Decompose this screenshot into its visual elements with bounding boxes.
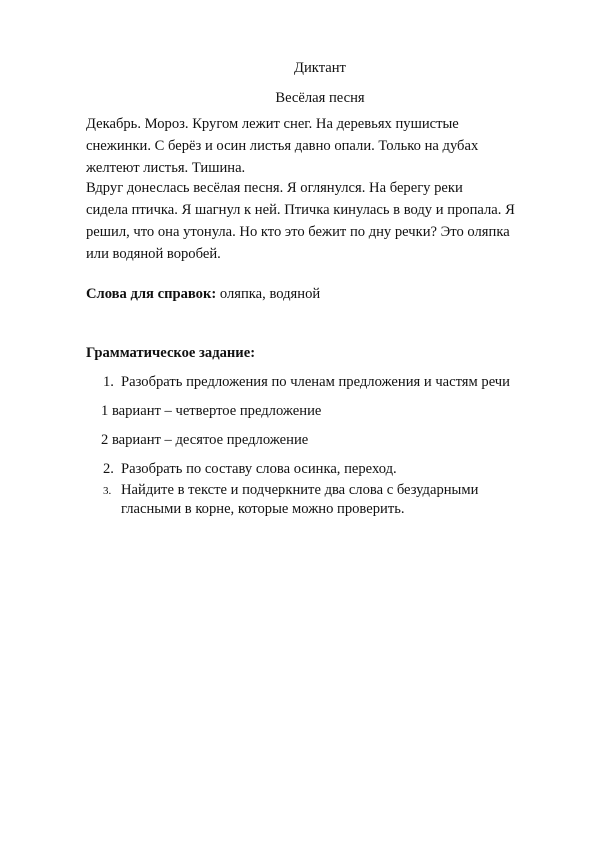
- reference-label: Слова для справок:: [86, 286, 217, 302]
- variant-1: 1 вариант – четвертое предложение: [101, 403, 322, 419]
- task-3-text-line-2: гласными в корне, которые можно проверить.: [121, 501, 405, 517]
- document-subtitle: Весёлая песня: [275, 90, 365, 106]
- task-2-number: 2.: [103, 461, 114, 477]
- task-1: [103, 371, 510, 393]
- dictation-paragraph-1: [86, 113, 566, 179]
- paragraph-2-line-2: сидела птичка. Я шагнул к ней. Птичка кинулась в воду и пропала. Я: [86, 202, 515, 218]
- task-2-text: Разобрать по составу слова осинка, переход.: [121, 461, 397, 477]
- paragraph-1-line-1: Декабрь. Мороз. Кругом лежит снег. На деревьях пушистые: [86, 116, 459, 132]
- task-3-number: 3.: [103, 485, 112, 497]
- paragraph-2-line-1: Вдруг донеслась весёлая песня. Я оглянулся. На берегу реки: [86, 180, 463, 196]
- variant-2: 2 вариант – десятое предложение: [101, 432, 309, 448]
- dictation-paragraph-2: [86, 177, 566, 265]
- paragraph-1-line-3: желтеют листья. Тишина.: [86, 160, 246, 176]
- document-title: Диктант: [294, 60, 346, 76]
- task-2: [103, 458, 397, 480]
- grammar-heading: Грамматическое задание:: [86, 345, 256, 361]
- reference-words: [86, 283, 320, 305]
- paragraph-2-line-3: решил, что она утонула. Но кто это бежит по дну речки? Это оляпка: [86, 224, 510, 240]
- task-1-text: Разобрать предложения по членам предложения и частям речи: [121, 374, 510, 390]
- paragraph-1-line-2: снежинки. С берёз и осин листья давно опали. Только на дубах: [86, 138, 479, 154]
- task-3-text-line-1: Найдите в тексте и подчеркните два слова с безударными: [121, 482, 479, 498]
- paragraph-2-line-4: или водяной воробей.: [86, 246, 221, 262]
- reference-words-value: оляпка, водяной: [216, 286, 321, 302]
- task-1-number: 1.: [103, 374, 114, 390]
